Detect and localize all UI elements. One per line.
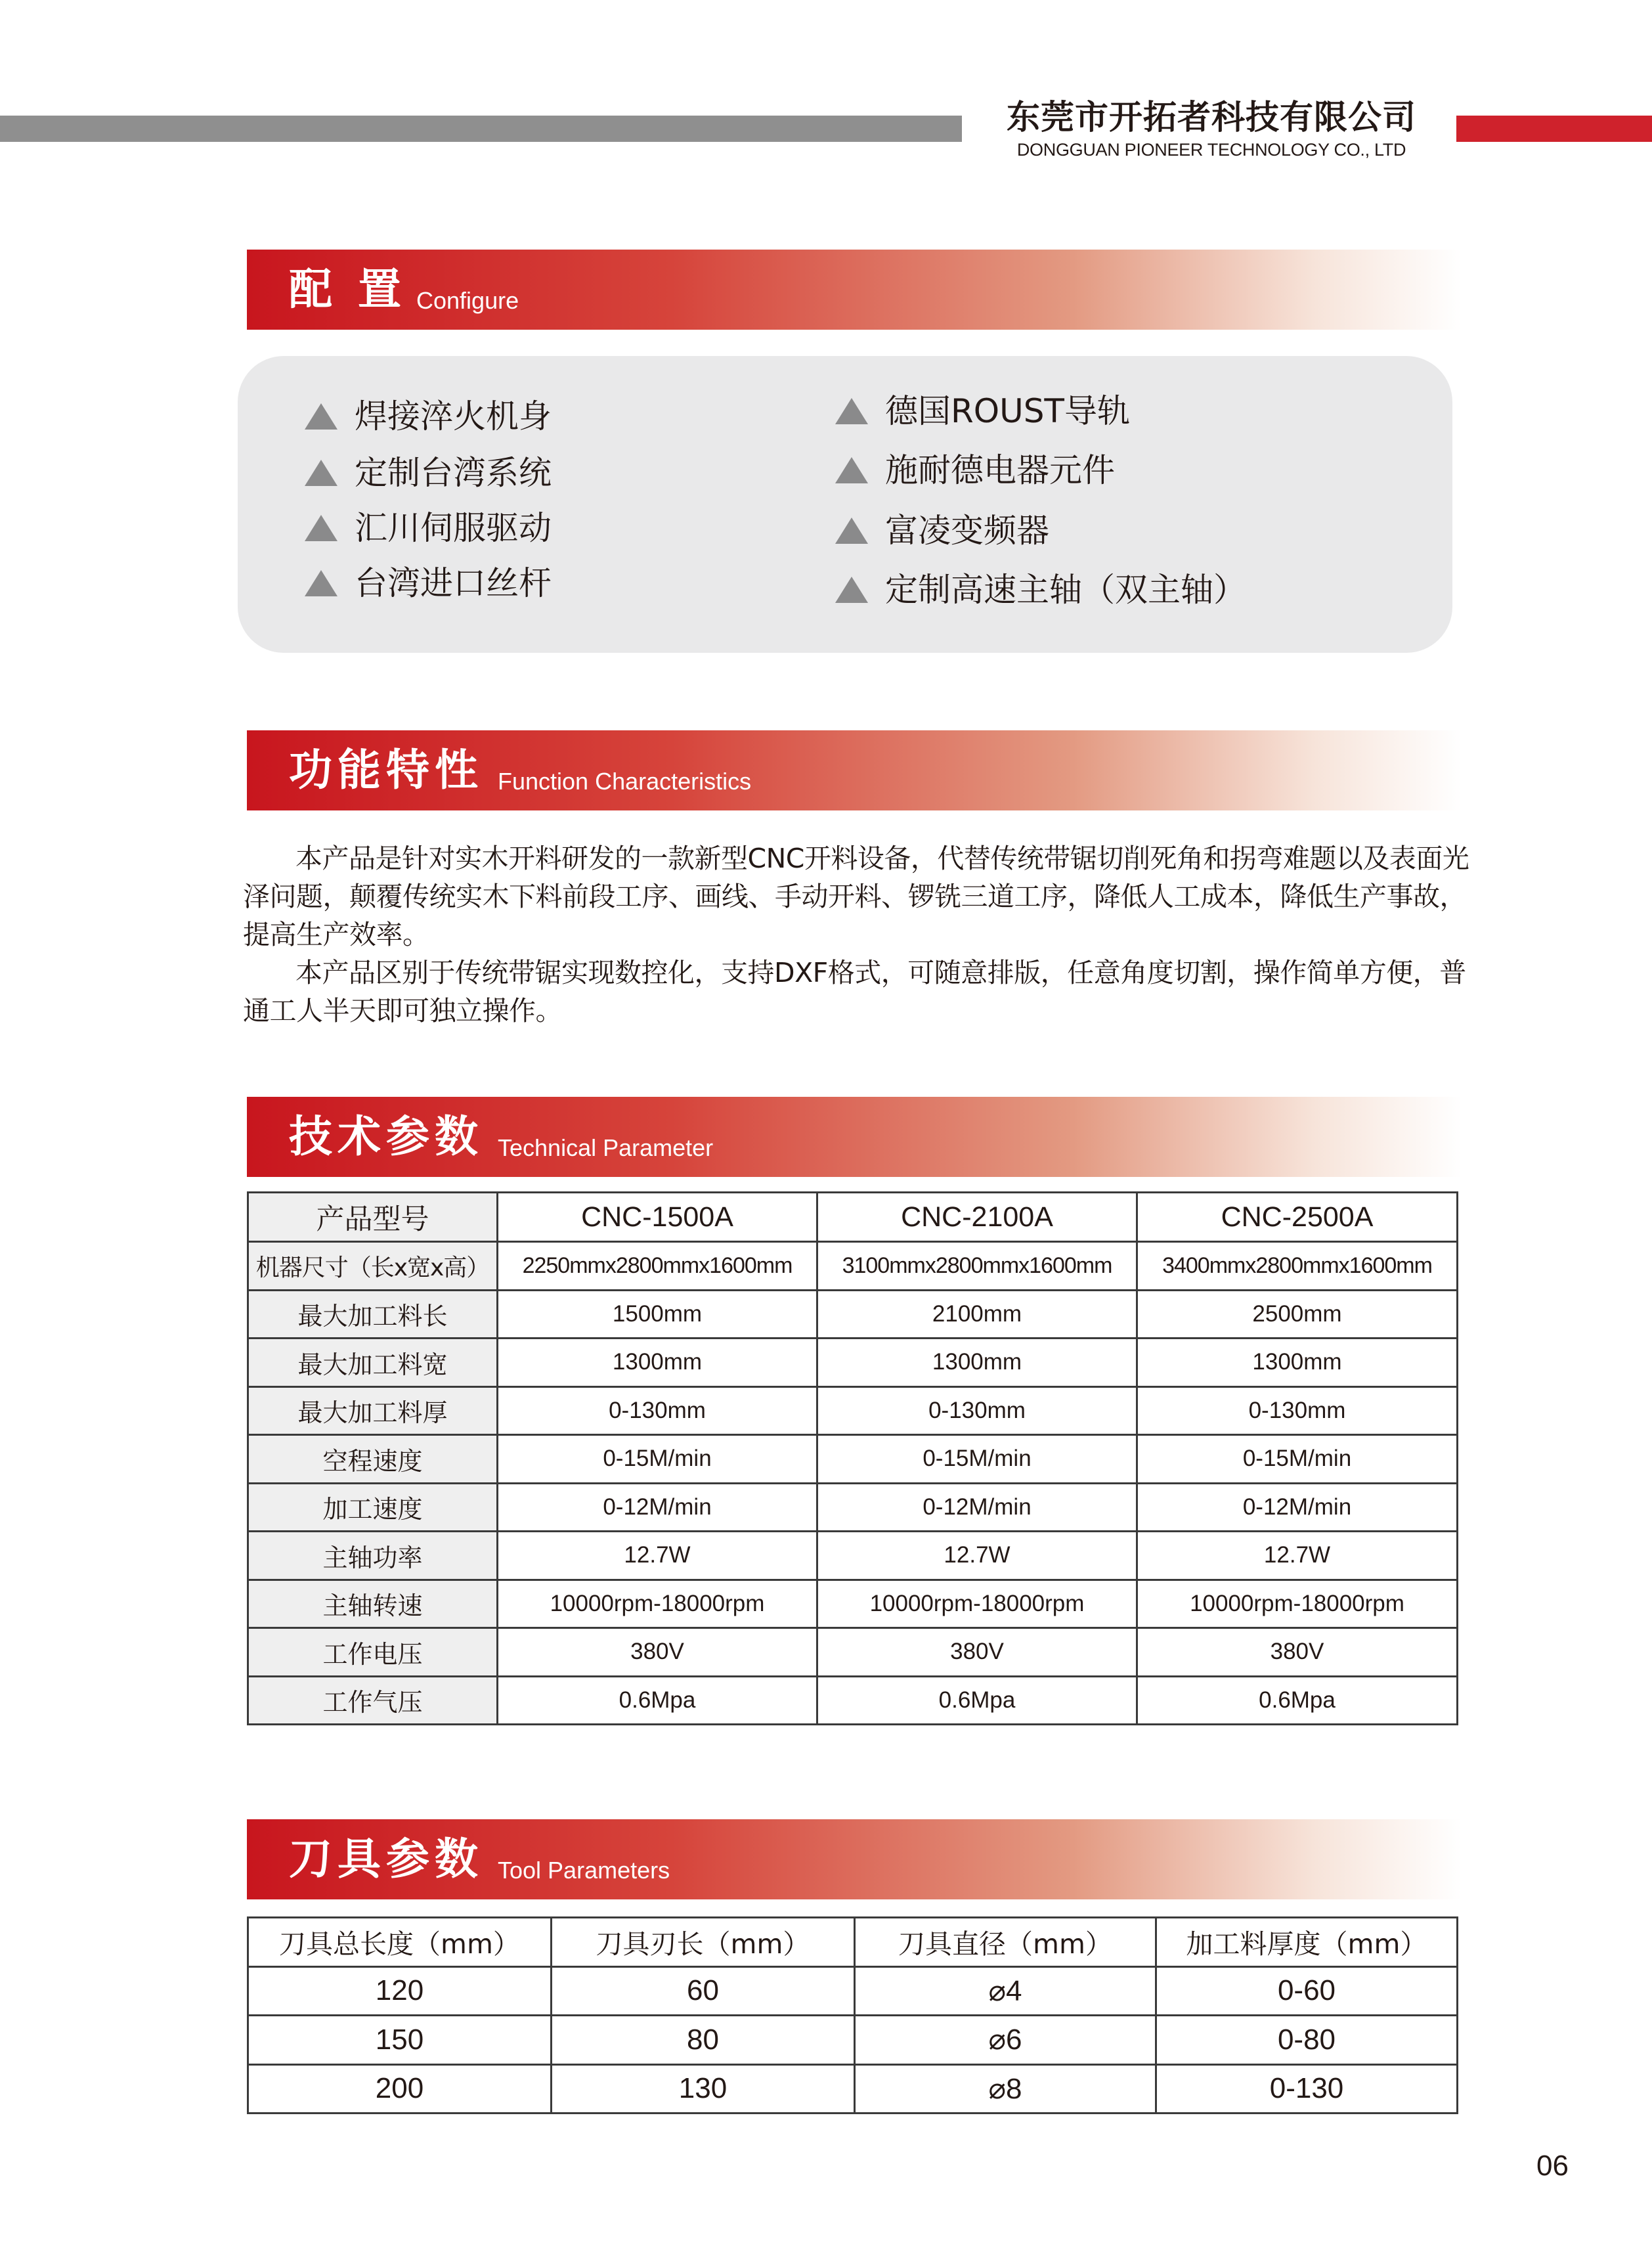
table-cell: 10000rpm-18000rpm: [1137, 1580, 1458, 1628]
table-cell: 0-130mm: [817, 1386, 1137, 1435]
table-row: [248, 1483, 1458, 1532]
configure-box: [238, 356, 1452, 653]
row-label: 空程速度: [248, 1435, 498, 1484]
table-cell: 1500mm: [498, 1290, 817, 1339]
page-number: 06: [1536, 2150, 1569, 2182]
configure-heading: [247, 250, 1462, 330]
table-row: [248, 1290, 1458, 1339]
company-name-cn: 东莞市开拓者科技有限公司: [1006, 98, 1416, 137]
table-cell: 12.7W: [498, 1532, 817, 1580]
header-cell: 产品型号: [248, 1193, 498, 1242]
table-cell: 2250mmx2800mmx1600mm: [498, 1242, 817, 1291]
table-cell: 60: [552, 1966, 855, 2016]
table-cell: ⌀6: [855, 2016, 1156, 2065]
header-red-bar: [1456, 116, 1652, 142]
config-item: 焊接淬火机身: [305, 390, 552, 443]
header-gray-bar: [0, 116, 962, 142]
tool-heading: [247, 1819, 1462, 1899]
table-cell: ⌀4: [855, 1966, 1156, 2016]
table-cell: 80: [552, 2016, 855, 2065]
triangle-bullet-icon: [835, 518, 868, 544]
table-header-row: [248, 1193, 1458, 1242]
tech-title-en: Technical Parameter: [498, 1134, 714, 1161]
table-cell: 0-130mm: [498, 1386, 817, 1435]
table-cell: ⌀8: [855, 2064, 1156, 2114]
configure-title-cn: 配 置: [289, 264, 406, 315]
tech-table: [247, 1191, 1458, 1725]
table-row: [248, 1242, 1458, 1291]
table-row: [248, 1676, 1458, 1725]
table-row: [248, 1435, 1458, 1484]
config-item: 定制台湾系统: [305, 447, 552, 499]
row-label: 主轴功率: [248, 1532, 498, 1580]
table-cell: 130: [552, 2064, 855, 2114]
table-cell: 380V: [817, 1628, 1137, 1677]
config-item: 施耐德电器元件: [835, 444, 1115, 497]
function-title-cn: 功能特性: [289, 745, 483, 795]
row-label: 工作电压: [248, 1628, 498, 1677]
table-cell: 200: [248, 2064, 552, 2114]
row-label: 最大加工料宽: [248, 1339, 498, 1387]
table-cell: 0-15M/min: [817, 1435, 1137, 1484]
table-cell: 150: [248, 2016, 552, 2065]
table-cell: 3100mmx2800mmx1600mm: [817, 1242, 1137, 1291]
config-item: 定制高速主轴（双主轴）: [835, 564, 1246, 616]
table-row: [248, 1966, 1458, 2016]
table-row: [248, 1386, 1458, 1435]
table-row: [248, 1580, 1458, 1628]
triangle-bullet-icon: [835, 398, 868, 424]
company-name-en: DONGGUAN PIONEER TECHNOLOGY CO., LTD: [1016, 140, 1406, 160]
function-paragraph: 本产品是针对实木开料研发的一款新型CNC开料设备，代替传统带锯切削死角和拐弯难题以及表面光泽问题，颠覆传统实木下料前段工序、画线、手动开料、锣铣三道工序，降低人工成本，降低生产事故，提高生产效率。: [243, 843, 1469, 950]
row-label: 最大加工料长: [248, 1290, 498, 1339]
function-paragraph: 本产品区别于传统带锯实现数控化，支持DXF格式，可随意排版，任意角度切割，操作简单方便，普通工人半天即可独立操作。: [243, 957, 1466, 1027]
table-cell: 0-130: [1156, 2064, 1458, 2114]
table-cell: 10000rpm-18000rpm: [498, 1580, 817, 1628]
config-item: 汇川伺服驱动: [305, 502, 552, 554]
table-cell: 12.7W: [1137, 1532, 1458, 1580]
tool-table: [247, 1916, 1458, 2114]
table-cell: 1300mm: [817, 1339, 1137, 1387]
table-cell: 0-80: [1156, 2016, 1458, 2065]
header-cell: CNC-1500A: [498, 1193, 817, 1242]
function-description: [243, 839, 1477, 1030]
table-row: [248, 1339, 1458, 1387]
table-cell: 0.6Mpa: [1137, 1676, 1458, 1725]
tool-title-en: Tool Parameters: [498, 1857, 670, 1884]
function-heading: [247, 730, 1462, 810]
triangle-bullet-icon: [305, 403, 337, 430]
header-cell: CNC-2500A: [1137, 1193, 1458, 1242]
table-cell: 3400mmx2800mmx1600mm: [1137, 1242, 1458, 1291]
table-row: [248, 1532, 1458, 1580]
header-cell: 刀具刃长（mm）: [552, 1918, 855, 1967]
table-cell: 10000rpm-18000rpm: [817, 1580, 1137, 1628]
table-cell: 0-15M/min: [498, 1435, 817, 1484]
table-cell: 380V: [498, 1628, 817, 1677]
table-cell: 1300mm: [1137, 1339, 1458, 1387]
table-cell: 0.6Mpa: [817, 1676, 1137, 1725]
table-cell: 0-12M/min: [817, 1483, 1137, 1532]
tech-title-cn: 技术参数: [289, 1111, 483, 1162]
row-label: 工作气压: [248, 1676, 498, 1725]
table-cell: 0-15M/min: [1137, 1435, 1458, 1484]
triangle-bullet-icon: [305, 515, 337, 541]
table-row: [248, 1628, 1458, 1677]
header-cell: 刀具直径（mm）: [855, 1918, 1156, 1967]
triangle-bullet-icon: [835, 577, 868, 603]
table-cell: 0.6Mpa: [498, 1676, 817, 1725]
row-label: 最大加工料厚: [248, 1386, 498, 1435]
config-item: 富凌变频器: [835, 504, 1049, 557]
table-cell: 1300mm: [498, 1339, 817, 1387]
table-cell: 380V: [1137, 1628, 1458, 1677]
row-label: 主轴转速: [248, 1580, 498, 1628]
triangle-bullet-icon: [835, 457, 868, 483]
header-cell: 刀具总长度（mm）: [248, 1918, 552, 1967]
row-label: 加工速度: [248, 1483, 498, 1532]
header-cell: 加工料厚度（mm）: [1156, 1918, 1458, 1967]
table-cell: 0-12M/min: [1137, 1483, 1458, 1532]
triangle-bullet-icon: [305, 570, 337, 596]
row-label: 机器尺寸（长x宽x高）: [248, 1242, 498, 1291]
table-cell: 2500mm: [1137, 1290, 1458, 1339]
table-cell: 120: [248, 1966, 552, 2016]
triangle-bullet-icon: [305, 460, 337, 486]
header-cell: CNC-2100A: [817, 1193, 1137, 1242]
table-cell: 0-130mm: [1137, 1386, 1458, 1435]
table-cell: 0-12M/min: [498, 1483, 817, 1532]
table-header-row: [248, 1918, 1458, 1967]
config-item: 台湾进口丝杆: [305, 557, 552, 609]
configure-title-en: Configure: [416, 287, 519, 314]
tool-title-cn: 刀具参数: [289, 1834, 483, 1884]
table-cell: 12.7W: [817, 1532, 1137, 1580]
table-cell: 2100mm: [817, 1290, 1137, 1339]
function-title-en: Function Characteristics: [498, 768, 752, 795]
table-row: [248, 2016, 1458, 2065]
config-item: 德国ROUST导轨: [835, 385, 1130, 437]
table-cell: 0-60: [1156, 1966, 1458, 2016]
tech-heading: [247, 1097, 1462, 1177]
table-row: [248, 2064, 1458, 2114]
